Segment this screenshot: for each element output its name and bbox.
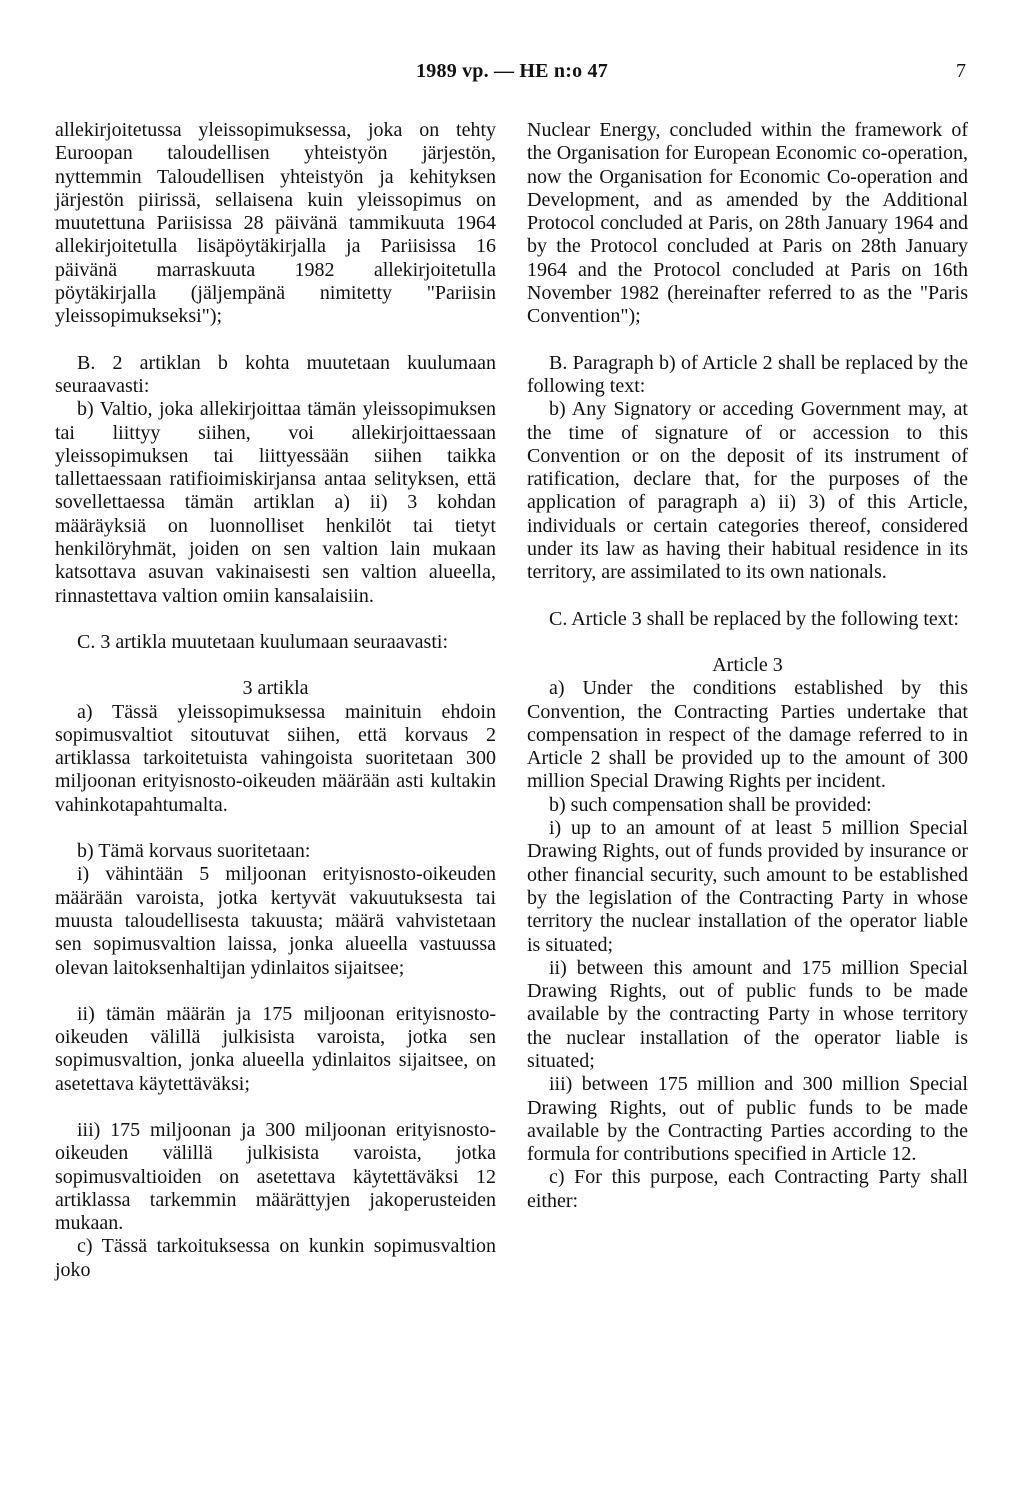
en-article-b-i: i) up to an amount of at least 5 million Special Drawing Rights, out of funds provided by insurance or other financial security, such amount to be established by the legislation of the Contracting Party in whose territory the nuclear installation of the operator liable is situated; xyxy=(527,817,968,956)
finnish-column xyxy=(55,119,496,1282)
fi-article-b: b) Tämä korvaus suoritetaan: xyxy=(77,840,311,863)
en-article-c: c) For this purpose, each Contracting Party shall either: xyxy=(527,1166,968,1212)
en-article-b-ii: ii) between this amount and 175 million Special Drawing Rights, out of public funds to be made available by the contracting Party in whose territory the nuclear installation of the operator liable is situated; xyxy=(527,956,968,1072)
fi-article-heading: 3 artikla xyxy=(242,677,309,700)
fi-paragraph-c-intro: C. 3 artikla muutetaan kuulumaan seuraavasti: xyxy=(77,630,448,653)
running-title: 1989 vp. — HE n:o 47 xyxy=(416,60,608,82)
page-number: 7 xyxy=(956,60,966,82)
en-article-heading: Article 3 xyxy=(712,653,783,676)
en-article-a: a) Under the conditions established by this Convention, the Contracting Parties undertake that compensation in respect of the damage referred to in Article 2 shall be provided up to the amount of 300 million Special Drawing Rights per incident. xyxy=(527,677,968,793)
en-article-b: b) such compensation shall be provided: xyxy=(549,793,872,816)
fi-article-b-iii: iii) 175 miljoonan ja 300 miljoonan erityisnosto-oikeuden välillä julkisista varoista, jotka sopimusvaltioiden on asetettava käytettäväksi 12 artiklassa tarkemmin määrättyjen jakoperusteiden mukaan. xyxy=(55,1118,496,1235)
fi-article-b-i: i) vähintään 5 miljoonan erityisnosto-oikeuden määrään varoista, jotka kertyvät vakuutuksesta tai muusta taloudellisesta takuusta; määrä vahvistetaan sen sopimusvaltion laissa, jonka alueella vastuussa olevan laitoksenhaltijan ydinlaitos sijaitsee; xyxy=(55,863,496,979)
en-article-b-iii: iii) between 175 million and 300 million Special Drawing Rights, out of public funds to be made available by the Contracting Parties according to the formula for contributions specified in Article 12. xyxy=(527,1073,968,1166)
fi-article-b-ii: ii) tämän määrän ja 175 miljoonan erityisnosto-oikeuden välillä julkisista varoista, jotka sen sopimusvaltion, jonka alueella ydinlaitos sijaitsee, on asetettava käytettäväksi; xyxy=(55,1002,496,1095)
fi-article-a: a) Tässä yleissopimuksessa mainituin ehdoin sopimusvaltiot sitoutuvat siihen, että korvaus 2 artiklassa tarkoitetuista vahingoista suoritetaan 300 miljoonan erityisnosto-oikeuden määrään asti kultakin vahinkotapahtumalta. xyxy=(55,700,496,816)
fi-article-c: c) Tässä tarkoituksessa on kunkin sopimusvaltion joko xyxy=(55,1235,496,1281)
fi-paragraph-b-intro: B. 2 artiklan b kohta muutetaan kuulumaan seuraavasti: xyxy=(55,351,496,397)
en-paragraph-c-intro: C. Article 3 shall be replaced by the following text: xyxy=(549,607,959,630)
en-paragraph-convention-reference: Nuclear Energy, concluded within the framework of the Organisation for European Economic co-operation, now the Organisation for Economic Co-operation and Development, and as amended by the Additional Protocol concluded at Paris, on 28th January 1964 and by the Protocol concluded at Paris on 28th January 1964 and the Protocol concluded at Paris on 16th November 1982 (hereinafter referred to as the "Paris Convention"); xyxy=(527,119,968,328)
page-header xyxy=(0,60,1024,90)
en-paragraph-b-intro: B. Paragraph b) of Article 2 shall be replaced by the following text: xyxy=(527,351,968,397)
fi-paragraph-convention-reference: allekirjoitetussa yleissopimuksessa, joka on tehty Euroopan taloudellisen yhteistyön järjestön, nyttemmin Taloudellisen yhteistyön ja kehityksen järjestön piirissä, sellaisena kuin yleissopimus on muutettuna Pariisissa 28 päivänä tammikuuta 1964 allekirjoitetulla lisäpöytäkirjalla ja Pariisissa 16 päivänä marraskuuta 1982 allekirjoitetulla pöytäkirjalla (jäljempänä nimitetty "Pariisin yleissopimukseksi"); xyxy=(55,119,496,328)
english-column xyxy=(527,119,968,1213)
en-paragraph-b-text: b) Any Signatory or acceding Government may, at the time of signature of or accession to this Convention or on the deposit of its instrument of ratification, declare that, for the purposes of the application of paragraph a) ii) 3) of this Article, individuals or certain categories thereof, considered under its law as having their habitual residence in its territory, are assimilated to its own nationals. xyxy=(527,398,968,584)
fi-paragraph-b-text: b) Valtio, joka allekirjoittaa tämän yleissopimuksen tai liittyy siihen, voi allekirjoittaessaan yleissopimuksen tai liittyessään siihen taikka tallettaessaan ratifioimiskirjansa antaa selityksen, että sovellettaessa tämän artiklan a) ii) 3 kohdan määräyksiä on luonnolliset henkilöt tai tietyt henkilöryhmät, joiden on sen valtion lain mukaan katsottava asuvan vakinaisesti sen valtion alueella, rinnastettava valtion omiin kansalaisiin. xyxy=(55,398,496,607)
